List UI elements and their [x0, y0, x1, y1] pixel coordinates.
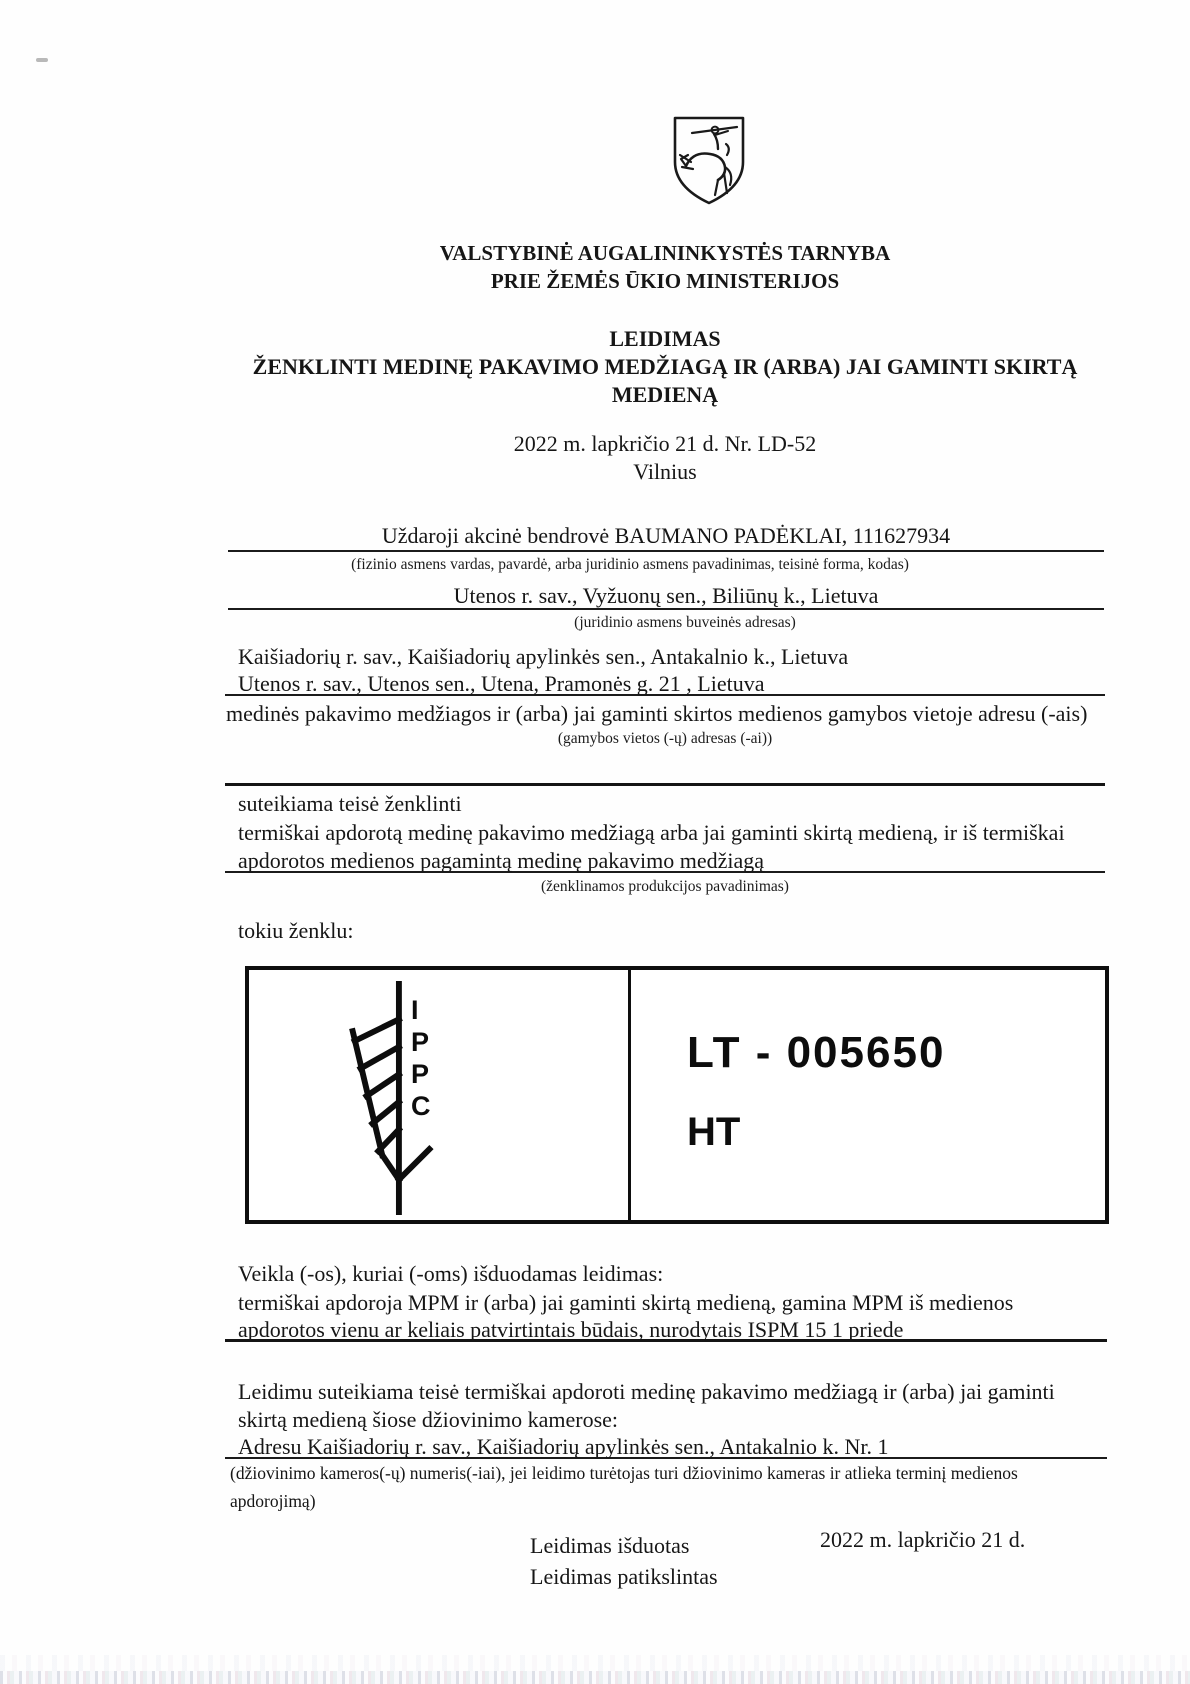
- ippc-wheat-ear-icon: [329, 980, 459, 1216]
- city: Vilnius: [633, 459, 697, 484]
- holder-address-field: Utenos r. sav., Vyžuonų sen., Biliūnų k., Lietuva: [228, 583, 1104, 610]
- date-and-number: 2022 m. lapkričio 21 d. Nr. LD-52: [513, 431, 817, 456]
- amended-label: Leidimas patikslintas: [530, 1564, 718, 1589]
- chambers-line2: skirtą medieną šiose džiovinimo kamerose:: [238, 1407, 619, 1432]
- production-site-1: Kaišiadorių r. sav., Kaišiadorių apylinkės sen., Antakalnio k., Lietuva: [238, 644, 849, 669]
- rights-products-line2: apdorotos medienos pagamintą medinę pakavimo medžiagą: [225, 848, 1105, 873]
- ippc-country-code: LT - 005650: [687, 1028, 946, 1077]
- issued-date: 2022 m. lapkričio 21 d.: [820, 1527, 1026, 1552]
- rights-products-line1: termiškai apdorotą medinę pakavimo medžiagą arba jai gaminti skirtą medieną, ir iš termiškai: [238, 820, 1065, 845]
- holder-address-caption: (juridinio asmens buveinės adresas): [574, 614, 796, 631]
- mark-box-divider: [628, 970, 631, 1220]
- issued-label: Leidimas išduotas: [530, 1533, 690, 1558]
- chambers-caption-line1: (džiovinimo kameros(-ų) numeris(-iai), jei leidimo turėtojas turi džiovinimo kameras ir atlieka terminį medienos: [230, 1463, 1018, 1483]
- activities-line2: apdorotos vienu ar keliais patvirtintais būdais, nurodytais ISPM 15 1 priede: [225, 1317, 1107, 1342]
- ippc-letter-p2: P: [411, 1059, 430, 1089]
- scan-artifact: [36, 58, 48, 62]
- mark-intro: tokiu ženklu:: [238, 918, 354, 943]
- ippc-letter-i: I: [411, 995, 419, 1025]
- production-site-2: Utenos r. sav., Utenos sen., Utena, Pramonės g. 21 , Lietuva: [225, 671, 1105, 696]
- document-title-line2: ŽENKLINTI MEDINĘ PAKAVIMO MEDŽIAGĄ IR (ARBA) JAI GAMINTI SKIRTĄ: [252, 354, 1078, 379]
- ippc-letter-p1: P: [411, 1027, 430, 1057]
- chambers-line1: Leidimu suteikiama teisė termiškai apdoroti medinę pakavimo medžiagą ir (arba) jai gaminti: [238, 1379, 1055, 1404]
- holder-name-caption: (fizinio asmens vardas, pavardė, arba juridinio asmens pavadinimas, teisinė forma, kodas): [351, 556, 909, 573]
- agency-name-line1: VALSTYBINĖ AUGALININKYSTĖS TARNYBA: [439, 241, 891, 265]
- holder-name-field: Uždaroji akcinė bendrovė BAUMANO PADĖKLAI, 111627934: [228, 523, 1104, 552]
- ippc-treatment-code: HT: [687, 1110, 741, 1154]
- scan-noise-strip: [0, 1671, 1190, 1684]
- production-sites-caption: (gamybos vietos (-ų) adresas (-ai)): [557, 730, 773, 747]
- chambers-address: Adresu Kaišiadorių r. sav., Kaišiadorių apylinkės sen., Antakalnio k. Nr. 1: [225, 1434, 1107, 1459]
- scan-noise-soft: [0, 1655, 1190, 1671]
- production-sites-note: medinės pakavimo medžiagos ir (arba) jai gaminti skirtos medienos gamybos vietoje adresu (-ais): [226, 701, 1088, 726]
- section-rule: [225, 783, 1105, 786]
- activities-line1: termiškai apdoroja MPM ir (arba) jai gaminti skirtą medieną, gamina MPM iš medienos: [238, 1290, 1014, 1315]
- chambers-caption-line2: apdorojimą): [230, 1491, 316, 1511]
- rights-products-caption: (ženklinamos produkcijos pavadinimas): [541, 878, 789, 895]
- agency-name-line2: PRIE ŽEMĖS ŪKIO MINISTERIJOS: [490, 269, 840, 293]
- ippc-letter-c: C: [411, 1091, 431, 1121]
- document-title-line1: LEIDIMAS: [609, 326, 721, 351]
- vytis-coat-of-arms-icon: [668, 114, 750, 206]
- document-title-line3: MEDIENĄ: [611, 382, 719, 407]
- ippc-mark-box: [245, 966, 1109, 1224]
- rights-intro: suteikiama teisė ženklinti: [238, 791, 462, 816]
- activities-heading: Veikla (-os), kuriai (-oms) išduodamas leidimas:: [238, 1261, 664, 1286]
- ippc-letters: [411, 994, 431, 1122]
